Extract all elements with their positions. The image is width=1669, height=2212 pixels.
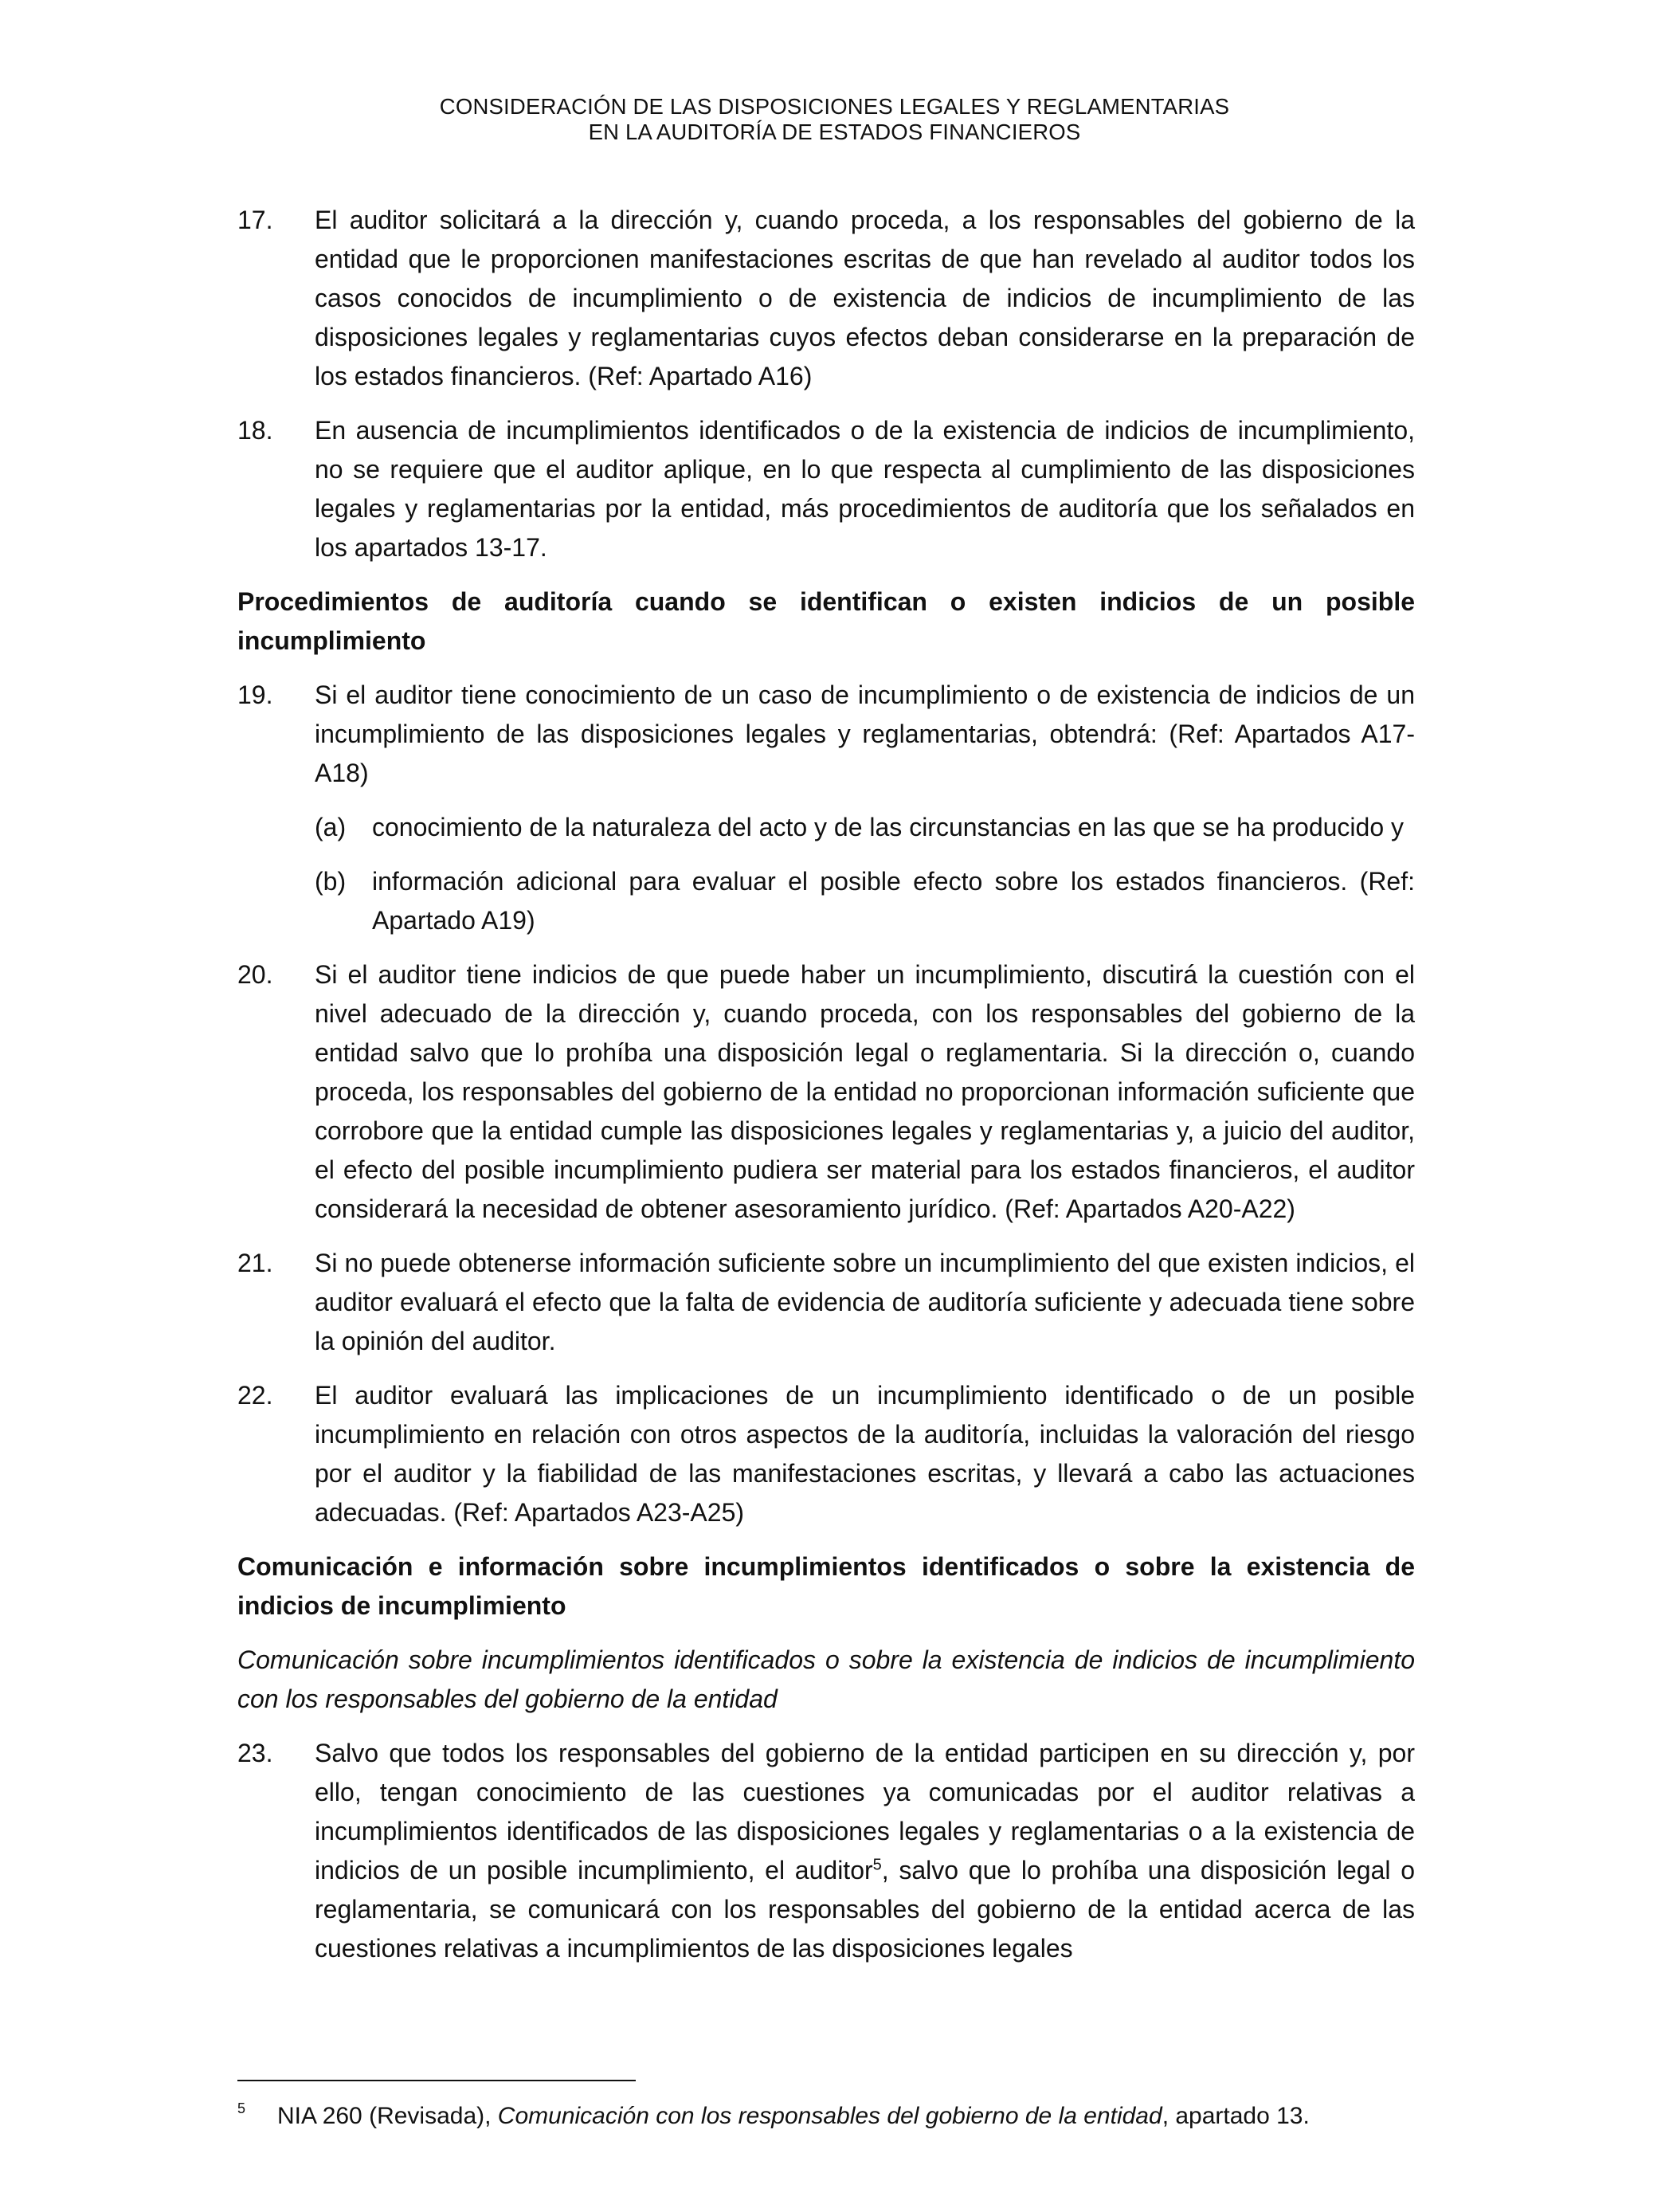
footnote-reference: 5 (872, 1856, 882, 1874)
paragraph-number: 21. (237, 1249, 273, 1277)
sub-item-letter: (b) (315, 867, 347, 896)
paragraph-text: Si el auditor tiene indicios de que puede haber un incumplimiento, discutirá la cuestión con el nivel adecuado de la dirección y, cuando proceda, con los responsables del gobierno de la entidad salvo que lo prohíba una disposición legal o reglamentaria. Si la dirección o, cuando proceda, los responsables del gobierno de la entidad no proporcionan información suficiente que corrobore que la entidad cumple las disposiciones legales y reglamentarias y, a juicio del auditor, el efecto del posible incumplimiento pudiera ser material para los estados financieros, el auditor considerará la necesidad de obtener asesoramiento jurídico. (Ref: Apartados A20-A22) (315, 960, 1415, 1223)
paragraph-18 (237, 411, 1415, 567)
footnote-text-italic: Comunicación con los responsables del gobierno de la entidad (497, 2103, 1162, 2129)
paragraph-text: El auditor evaluará las implicaciones de un incumplimiento identificado o de un posible incumplimiento en relación con otros aspectos de la auditoría, incluidas la valoración del riesgo por el auditor y la fiabilidad de las manifestaciones escritas, y llevará a cabo las actuaciones adecuadas. (Ref: Apartados A23-A25) (315, 1381, 1415, 1527)
paragraph-number: 17. (237, 206, 273, 234)
section-heading-procedures: Procedimientos de auditoría cuando se identifican o existen indicios de un posible incumplimiento (237, 587, 1415, 655)
paragraph-text: En ausencia de incumplimientos identificados o de la existencia de indicios de incumplimiento, no se requiere que el auditor aplique, en lo que respecta al cumplimiento de las disposiciones legales y reglamentarias por la entidad, más procedimientos de auditoría que los señalados en los apartados 13-17. (315, 416, 1415, 562)
footnote-text-before: NIA 260 (Revisada), (277, 2103, 498, 2129)
footnote (237, 2099, 1415, 2134)
sub-item-b (315, 862, 1415, 940)
paragraph-text-before: Salvo que todos los responsables del gobierno de la entidad participen en su dirección y, por ello, tengan conocimiento de las cuestiones ya comunicadas por el auditor relativas a incumplimientos identificados de las disposiciones legales y reglamentarias o a la existencia de indicios de un posible incumplimiento, el auditor (315, 1739, 1415, 1885)
paragraph-17 (237, 201, 1415, 396)
sub-item-text: información adicional para evaluar el posible efecto sobre los estados financieros. (Ref: Apartado A19) (372, 867, 1415, 935)
footnote-mark: 5 (237, 2100, 246, 2116)
paragraph-text (315, 1734, 1415, 1968)
sub-item-list (315, 808, 1415, 940)
body-text (237, 201, 1415, 1983)
sub-item-a (315, 808, 1415, 847)
paragraph-text: Si el auditor tiene conocimiento de un caso de incumplimiento o de existencia de indicios de un incumplimiento de las disposiciones legales y reglamentarias, obtendrá: (Ref: Apartados A17-A18) (315, 680, 1415, 787)
header-line-1: CONSIDERACIÓN DE LAS DISPOSICIONES LEGALES Y REGLAMENTARIAS (439, 94, 1230, 119)
paragraph-23 (237, 1734, 1415, 1968)
paragraph-19 (237, 676, 1415, 940)
paragraph-20 (237, 955, 1415, 1229)
footnote-text-after: , apartado 13. (1162, 2103, 1310, 2129)
paragraph-number: 22. (237, 1381, 273, 1410)
paragraph-number: 23. (237, 1739, 273, 1767)
paragraph-text: El auditor solicitará a la dirección y, cuando proceda, a los responsables del gobierno de la entidad que le proporcionen manifestaciones escritas de que han revelado al auditor todos los casos conocidos de incumplimiento o de existencia de indicios de incumplimiento de las disposiciones legales y reglamentarias cuyos efectos deban considerarse en la preparación de los estados financieros. (Ref: Apartado A16) (315, 206, 1415, 390)
footnote-separator (237, 2080, 636, 2081)
page-header (0, 94, 1669, 145)
paragraph-21 (237, 1244, 1415, 1361)
paragraph-number: 19. (237, 680, 273, 709)
paragraph-text: Si no puede obtenerse información suficiente sobre un incumplimiento del que existen indicios, el auditor evaluará el efecto que la falta de evidencia de auditoría suficiente y adecuada tiene sobre la opinión del auditor. (315, 1249, 1415, 1355)
sub-item-text: conocimiento de la naturaleza del acto y de las circunstancias en las que se ha producido y (372, 813, 1404, 841)
subsection-heading: Comunicación sobre incumplimientos identificados o sobre la existencia de indicios de incumplimiento con los responsables del gobierno de la entidad (237, 1645, 1415, 1713)
footnote-text (277, 2099, 1310, 2134)
section-heading-communication: Comunicación e información sobre incumplimientos identificados o sobre la existencia de indicios de incumplimiento (237, 1552, 1415, 1620)
header-line-2: EN LA AUDITORÍA DE ESTADOS FINANCIEROS (588, 120, 1081, 144)
paragraph-number: 18. (237, 416, 273, 445)
paragraph-22 (237, 1376, 1415, 1532)
paragraph-number: 20. (237, 960, 273, 989)
paragraph-text-after: , salvo que lo prohíba una disposición legal o reglamentaria, se comunicará con los responsables del gobierno de la entidad acerca de las cuestiones relativas a incumplimientos de las disposiciones legales (315, 1856, 1416, 1963)
sub-item-letter: (a) (315, 813, 347, 841)
